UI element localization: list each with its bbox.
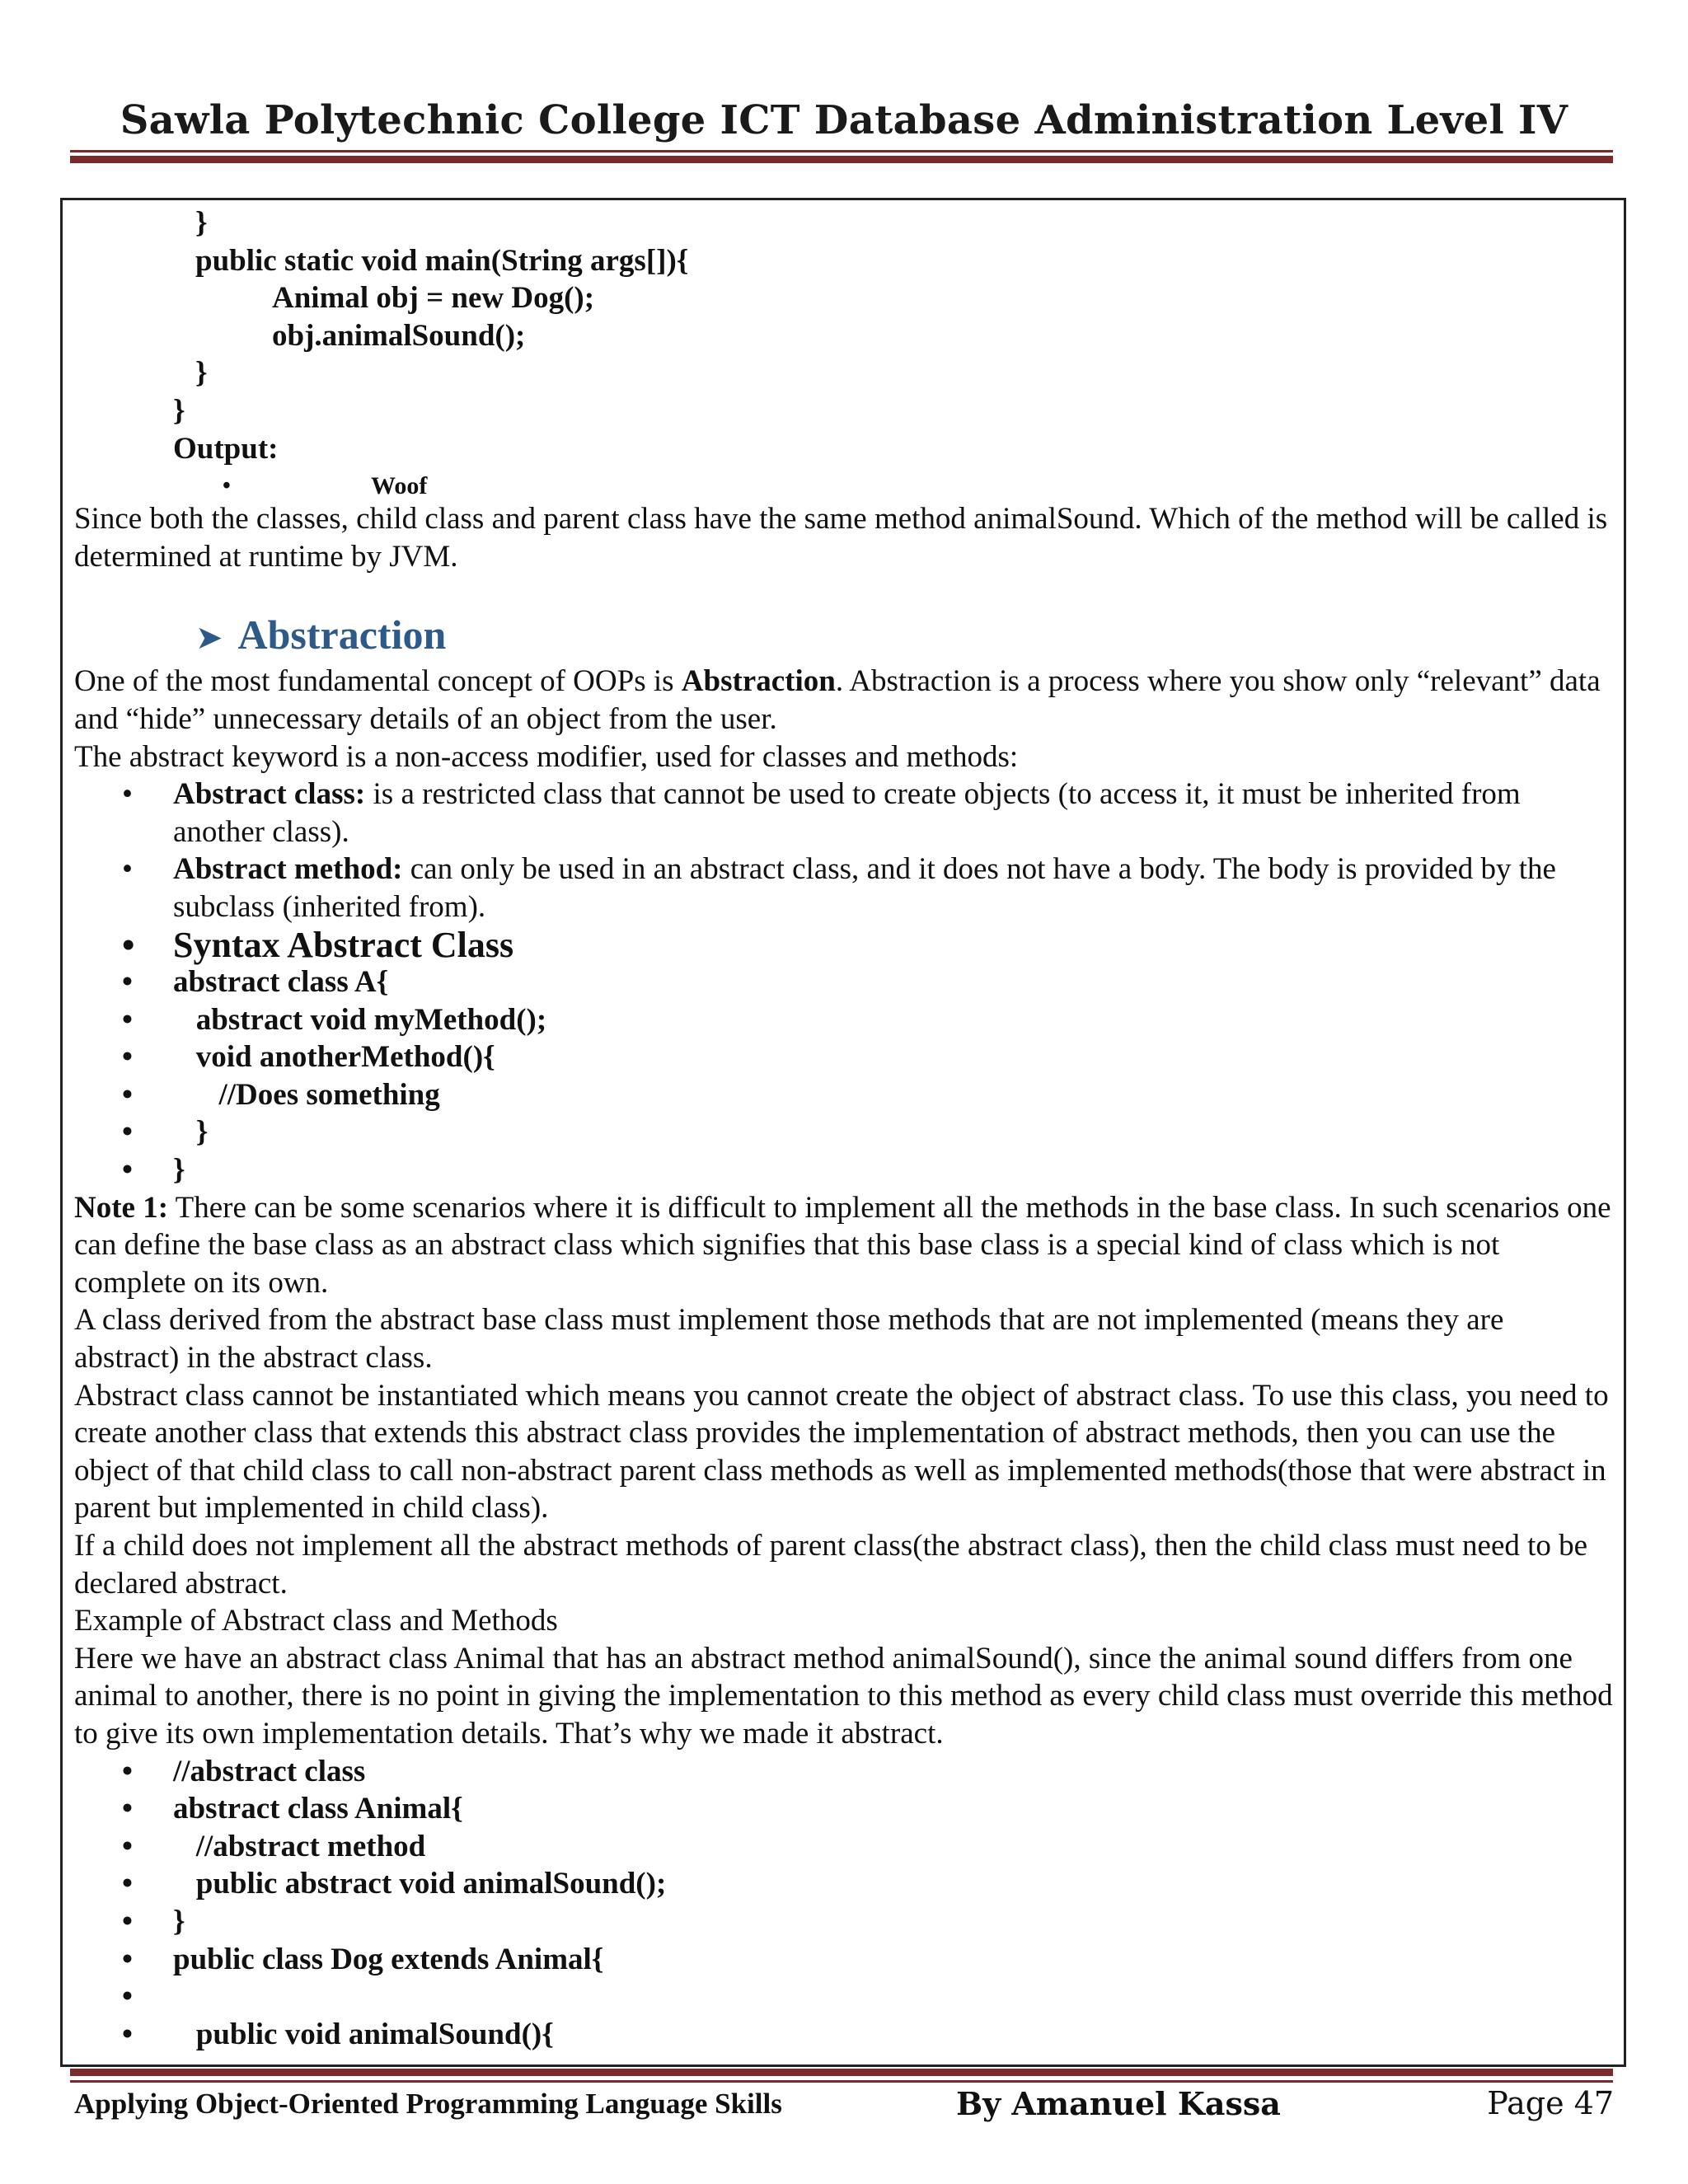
list-item <box>74 1903 1615 1941</box>
output-label: Output: <box>173 431 279 466</box>
bullet-icon: • <box>122 1754 133 1788</box>
page-number: Page 47 <box>1487 2085 1614 2121</box>
bullet-icon: • <box>122 1829 133 1863</box>
example-line: //abstract method <box>173 1829 426 1863</box>
keyword-paragraph: The abstract keyword is a non-access modifier, used for classes and methods: <box>74 739 1019 774</box>
runtime-paragraph: Since both the classes, child class and parent class have the same method animalSound. Which of the method will be called is determined at runtime by JVM. <box>74 502 1608 574</box>
section-heading <box>74 610 1615 663</box>
footer-course-title: Applying Object-Oriented Programming Language Skills <box>74 2088 782 2120</box>
paragraph: Example of Abstract class and Methods <box>74 1604 558 1638</box>
bullet-icon: • <box>122 1792 133 1826</box>
bullet-icon: • <box>122 2017 133 2051</box>
definition-term: Abstract method: <box>173 852 403 887</box>
code-line: Animal obj = new Dog(); <box>272 281 595 316</box>
syntax-heading: Syntax Abstract Class <box>173 924 514 965</box>
output-bullet: • <box>223 473 231 499</box>
list-item <box>74 926 1615 964</box>
syntax-line: } <box>173 1115 209 1150</box>
list-item <box>74 1113 1615 1151</box>
list-item <box>74 776 1615 851</box>
bullet-icon: • <box>122 1115 133 1150</box>
definition-text: is a restricted class that cannot be used to create objects (to access it, it must be inherited from another class). <box>173 777 1521 849</box>
bullet-icon: • <box>122 1077 133 1112</box>
bullet-icon: • <box>122 1867 133 1901</box>
code-line: } <box>195 206 208 240</box>
definition-text: can only be used in an abstract class, and it does not have a body. The body is provided by the subclass (inherited from). <box>173 852 1556 924</box>
bullet-icon: • <box>122 1980 133 2014</box>
definition-term: Abstract class: <box>173 777 366 812</box>
header-rule-thick <box>70 156 1613 163</box>
intro-paragraph <box>74 663 1615 738</box>
bullet-icon: • <box>122 1002 133 1037</box>
page-content <box>74 204 1615 2053</box>
code-line: obj.animalSound(); <box>272 318 526 353</box>
example-line: public void animalSound(){ <box>173 2017 554 2051</box>
syntax-line: } <box>173 1153 185 1188</box>
bullet-icon: • <box>122 1153 133 1188</box>
paragraph: A class derived from the abstract base class must implement those methods that are not implemented (means they are abstract) in the abstract class. <box>74 1303 1504 1376</box>
output-value: Woof <box>371 472 428 500</box>
list-item <box>74 2016 1615 2054</box>
syntax-line: void anotherMethod(){ <box>173 1040 495 1075</box>
intro-bold: Abstraction <box>681 664 836 699</box>
syntax-line: //Does something <box>173 1077 440 1112</box>
arrow-bullet-icon: ➤ <box>195 619 223 658</box>
footer-author: By Amanuel Kassa <box>956 2085 1281 2122</box>
paragraph: Abstract class cannot be instantiated which means you cannot create the object of abstract class. To use this class, you need to create another class that extends this abstract class provides the implementation of abstract methods, then you can use the object of that child class to call non-abstract parent class methods as well as implemented methods(those that were abstract in parent but implemented in child class). <box>74 1378 1609 1526</box>
list-item <box>74 1076 1615 1114</box>
note-label: Note 1: <box>74 1190 169 1225</box>
example-line: public class Dog extends Animal{ <box>173 1942 604 1976</box>
footer-rule-thick <box>70 2069 1613 2076</box>
syntax-line: abstract class A{ <box>173 965 389 1000</box>
bullet-icon: • <box>122 777 133 812</box>
list-item <box>74 1828 1615 1866</box>
list-item <box>74 963 1615 1001</box>
example-line: public abstract void animalSound(); <box>173 1867 667 1901</box>
note-paragraph <box>74 1189 1615 1302</box>
example-line: //abstract class <box>173 1754 366 1788</box>
footer-rule-thin <box>70 2080 1613 2083</box>
bullet-icon: • <box>122 924 135 965</box>
header-rule-thin <box>70 150 1613 152</box>
code-line: } <box>195 356 208 391</box>
syntax-line: abstract void myMethod(); <box>173 1002 547 1037</box>
intro-text-a: One of the most fundamental concept of OOPs is <box>74 664 682 699</box>
code-line: public static void main(String args[]){ <box>195 243 689 278</box>
bullet-icon: • <box>122 1942 133 1976</box>
code-line: } <box>173 393 185 428</box>
bullet-icon: • <box>122 1904 133 1938</box>
example-line: abstract class Animal{ <box>173 1792 463 1826</box>
list-item <box>74 1978 1615 2016</box>
definition-list <box>74 776 1615 1189</box>
paragraph: Here we have an abstract class Animal that has an abstract method animalSound(), since the animal sound differs from one animal to another, there is no point in giving the implementation to this method as every child class must override this method to give its own implementation details. That’s why we made it abstract. <box>74 1641 1613 1750</box>
page-title: Sawla Polytechnic College ICT Database Administration Level IV <box>120 97 1568 143</box>
list-item <box>74 851 1615 926</box>
paragraph: If a child does not implement all the abstract methods of parent class(the abstract class), then the child class must need to be declared abstract. <box>74 1529 1588 1601</box>
list-item <box>74 1941 1615 1979</box>
bullet-icon: • <box>122 852 133 887</box>
list-item <box>74 1038 1615 1076</box>
list-item <box>74 1753 1615 1791</box>
list-item <box>74 1001 1615 1039</box>
list-item <box>74 1790 1615 1828</box>
bullet-icon: • <box>122 1040 133 1075</box>
bullet-icon: • <box>122 965 133 1000</box>
output-line <box>74 467 1615 500</box>
note-text: There can be some scenarios where it is difficult to implement all the methods in the base class. In such scenarios one can define the base class as an abstract class which signifies that this base class is a special kind of class which is not complete on its own. <box>74 1190 1611 1300</box>
example-list <box>74 1753 1615 2054</box>
list-item <box>74 1865 1615 1903</box>
example-line: } <box>173 1904 185 1938</box>
list-item <box>74 1151 1615 1189</box>
intro-text-b: . Abstraction is a process where you show only “relevant” data and “hide” unnecessary details of an object from the user. <box>74 664 1601 736</box>
section-heading-text: Abstraction <box>237 612 447 658</box>
